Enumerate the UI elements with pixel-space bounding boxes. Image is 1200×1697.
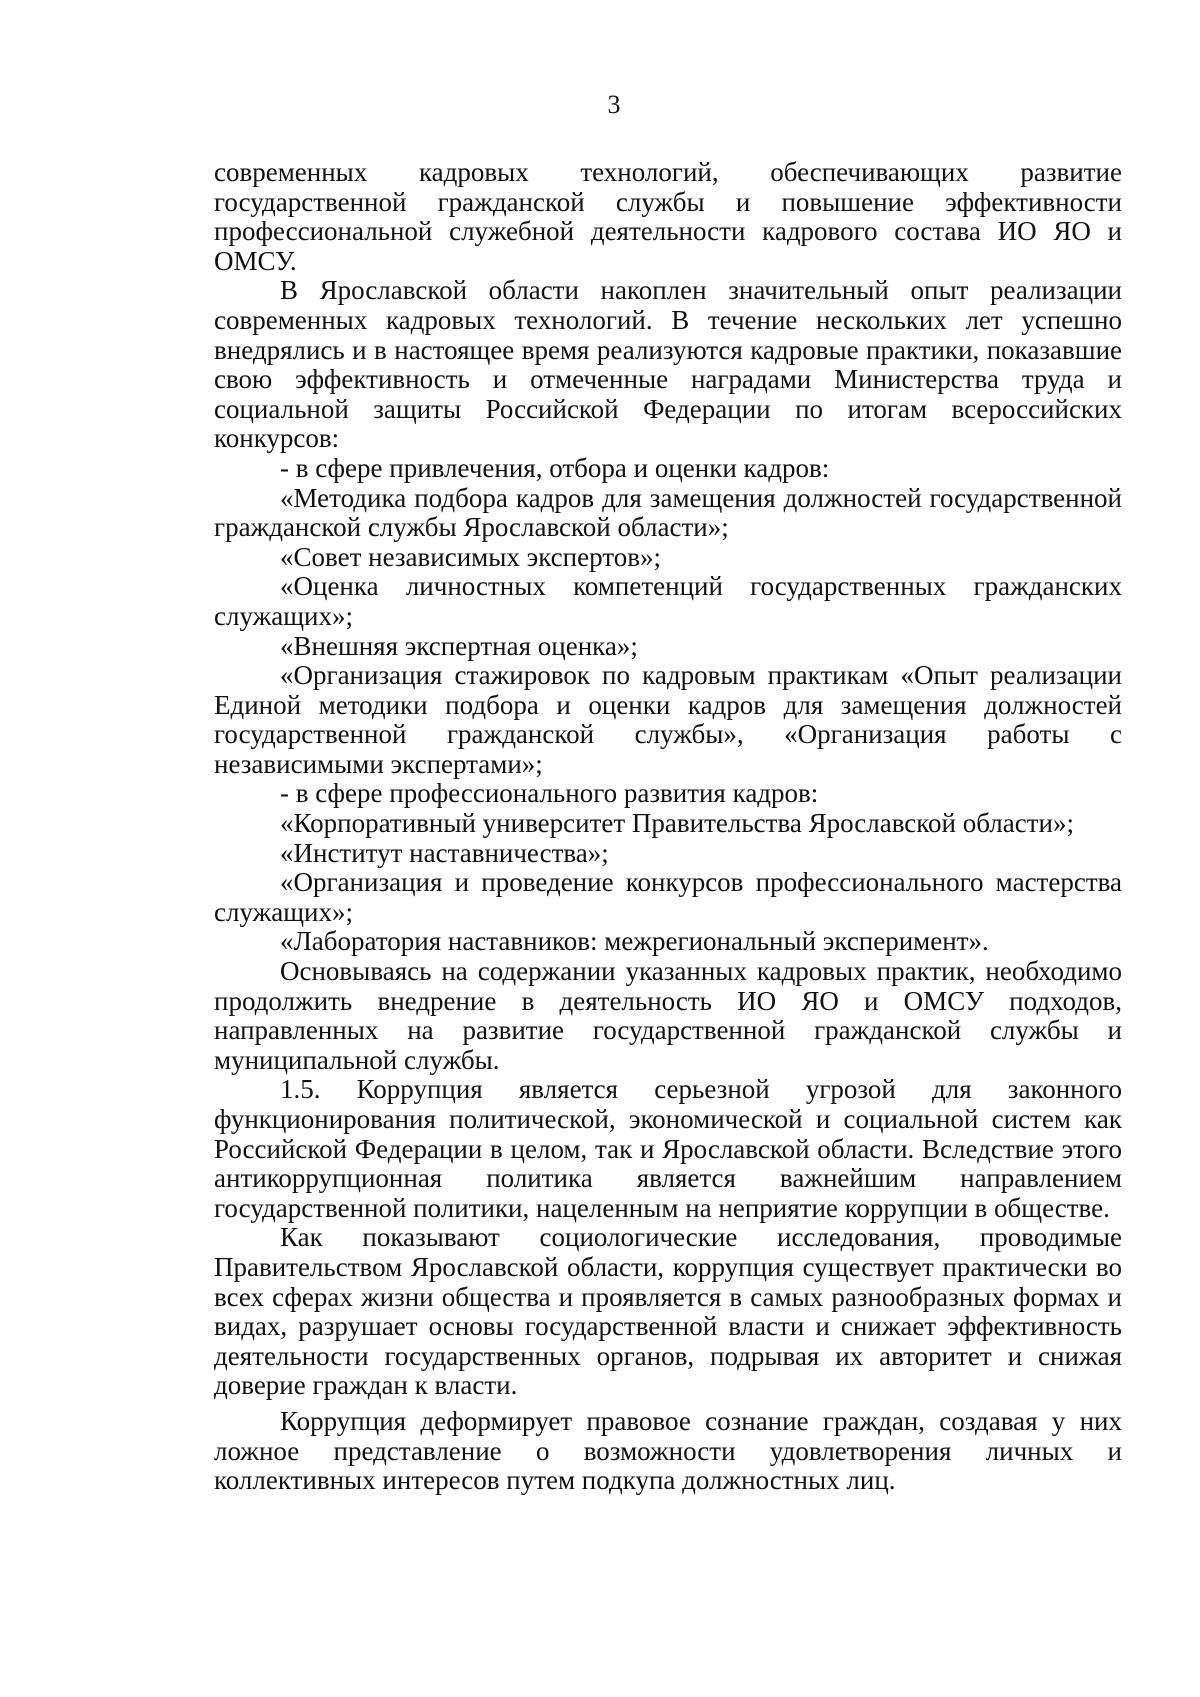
list-item-mentoring: «Институт наставничества»;	[280, 837, 609, 868]
list-item-external-assessment: «Внешняя экспертная оценка»;	[280, 630, 638, 661]
list-item-expert-council: «Совет независимых экспертов»;	[280, 541, 661, 572]
list-heading-development: - в сфере профессионального развития кадров:	[280, 778, 819, 809]
paragraph-experience: В Ярославской области накоплен значительный опыт реализации современных кадровых технологий. В течение нескольких лет успешно внедрялись и в настоящее время реализуются кадровые практики, показавшие свою эффективность и отмеченные наградами Министерства труда и социальной защиты Российской Федерации по итогам всероссийских конкурсов:	[214, 275, 1122, 454]
paragraph-conclusion: Основываясь на содержании указанных кадровых практик, необходимо продолжить внедрение в деятельность ИО ЯО и ОМСУ подходов, направленных на развитие государственной гражданской службы и муниципальной службы.	[214, 956, 1122, 1075]
list-item-contests: «Организация и проведение конкурсов профессионального мастерства служащих»;	[214, 867, 1122, 927]
paragraph-section-1-5: 1.5. Коррупция является серьезной угрозой для законного функционирования политической, экономической и социальной систем как Российской Федерации в целом, так и Ярославской области. Вследствие этого антикоррупционная политика является важнейшим направлением государственной политики, нацеленным на неприятие коррупции в обществе.	[214, 1074, 1122, 1223]
paragraph-sociology: Как показывают социологические исследования, проводимые Правительством Ярославской области, коррупция существует практически во всех сферах жизни общества и проявляется в самых разнообразных формах и видах, разрушает основы государственной власти и снижает эффективность деятельности государственных органов, подрывая их авторитет и снижая доверие граждан к власти.	[214, 1222, 1122, 1401]
paragraph-corruption-effects: Коррупция деформирует правовое сознание граждан, создавая у них ложное представление о возможности удовлетворения личных и коллективных интересов путем подкупа должностных лиц.	[214, 1405, 1122, 1496]
list-item-competency-assessment: «Оценка личностных компетенций государственных гражданских служащих»;	[214, 571, 1122, 631]
paragraph-continuation: современных кадровых технологий, обеспечивающих развитие государственной гражданской службы и повышение эффективности профессиональной служебной деятельности кадрового состава ИО ЯО и ОМСУ.	[214, 157, 1122, 276]
list-item-corporate-university: «Корпоративный университет Правительства Ярославской области»;	[280, 808, 1074, 839]
page-number: 3	[607, 90, 621, 119]
list-item-mentor-lab: «Лаборатория наставников: межрегиональный эксперимент».	[280, 926, 989, 957]
list-heading-recruitment: - в сфере привлечения, отбора и оценки кадров:	[280, 452, 830, 483]
document-body	[214, 158, 1122, 1496]
list-item-internships: «Организация стажировок по кадровым практикам «Опыт реализации Единой методики подбора и оценки кадров для замещения должностей государственной гражданской службы», «Организация работы с независимыми экспертами»;	[214, 660, 1122, 779]
list-item-methodology: «Методика подбора кадров для замещения должностей государственной гражданской службы Ярославской области»;	[214, 482, 1122, 543]
